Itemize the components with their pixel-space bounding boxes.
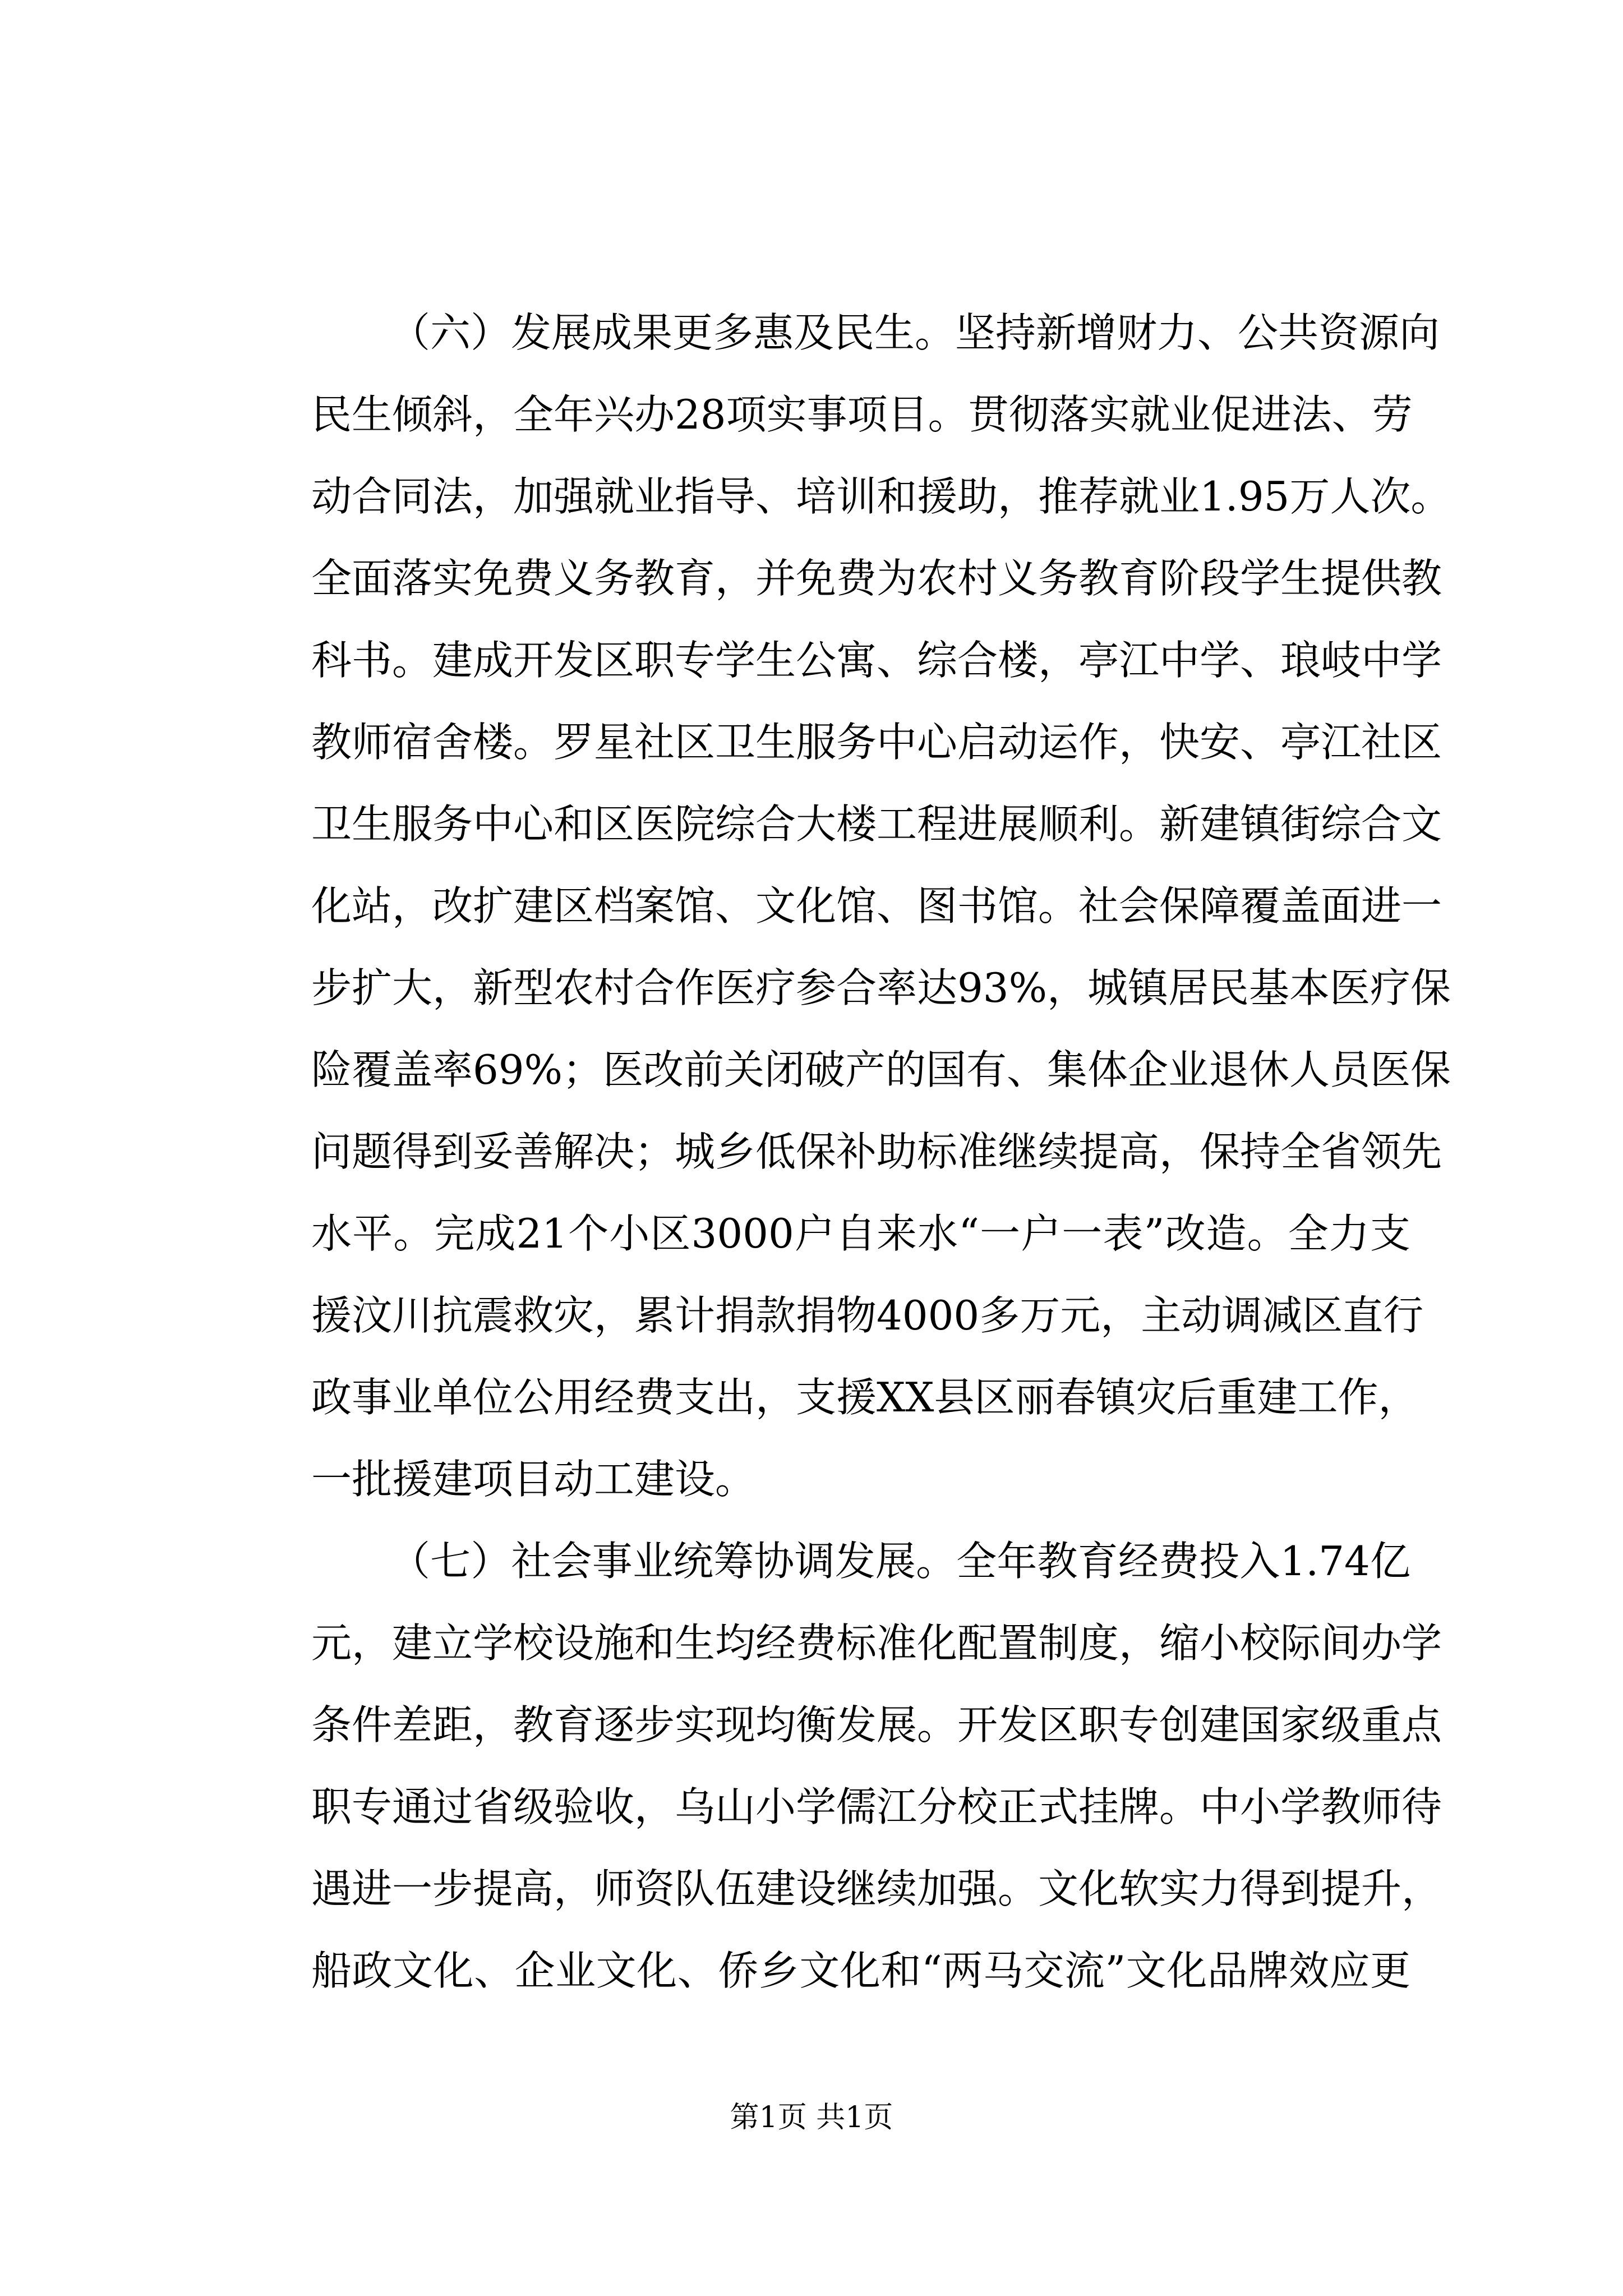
paragraph-line: 船政文化、企业文化、侨乡文化和“两马交流”文化品牌效应更 [311, 1947, 1410, 1994]
paragraph-line: 条件差距，教育逐步实现均衡发展。开发区职专创建国家级重点 [311, 1701, 1442, 1749]
paragraph-line: 元，建立学校设施和生均经费标准化配置制度，缩小校际间办学 [311, 1619, 1442, 1667]
paragraph-line: 援汶川抗震救灾，累计捐款捐物4000多万元，主动调减区直行 [311, 1292, 1424, 1339]
paragraph-line: 一批援建项目动工建设。 [311, 1456, 756, 1503]
paragraph-line: 险覆盖率69%；医改前关闭破产的国有、集体企业退休人员医保 [311, 1046, 1451, 1093]
paragraph-line: 水平。完成21个小区3000户自来水“一户一表”改造。全力支 [311, 1210, 1410, 1257]
paragraph-line: 问题得到妥善解决；城乡低保补助标准继续提高，保持全省领先 [311, 1128, 1442, 1175]
paragraph-line: 科书。建成开发区职专学生公寓、综合楼，亭江中学、琅岐中学 [311, 637, 1442, 684]
paragraph-line: 全面落实免费义务教育，并免费为农村义务教育阶段学生提供教 [311, 555, 1442, 602]
paragraph-line: 教师宿舍楼。罗星社区卫生服务中心启动运作，快安、亭江社区 [311, 719, 1442, 766]
page-footer [0, 2098, 1623, 2137]
paragraph-line: 卫生服务中心和区医院综合大楼工程进展顺利。新建镇街综合文 [311, 800, 1442, 848]
paragraph-line: （六）发展成果更多惠及民生。坚持新增财力、公共资源向 [390, 309, 1440, 356]
paragraph-line: 政事业单位公用经费支出，支援XX县区丽春镇灾后重建工作， [311, 1374, 1419, 1421]
paragraph-6 [311, 292, 1451, 1520]
page-number-label: 第1页 共1页 [730, 2101, 893, 2134]
paragraph-line: 遇进一步提高，师资队伍建设继续加强。文化软实力得到提升， [311, 1865, 1442, 1912]
document-body [311, 292, 1451, 2012]
paragraph-line: 步扩大，新型农村合作医疗参合率达93%，城镇居民基本医疗保 [311, 964, 1451, 1011]
paragraph-line: 民生倾斜，全年兴办28项实事项目。贯彻落实就业促进法、劳 [311, 391, 1413, 438]
paragraph-line: 职专通过省级验收，乌山小学儒江分校正式挂牌。中小学教师待 [311, 1783, 1442, 1830]
paragraph-line: 动合同法，加强就业指导、培训和援助，推荐就业1.95万人次。 [311, 473, 1451, 520]
paragraph-line: 化站，改扩建区档案馆、文化馆、图书馆。社会保障覆盖面进一 [311, 882, 1442, 930]
paragraph-line: （七）社会事业统筹协调发展。全年教育经费投入1.74亿 [390, 1538, 1410, 1585]
paragraph-7 [311, 1520, 1442, 2012]
